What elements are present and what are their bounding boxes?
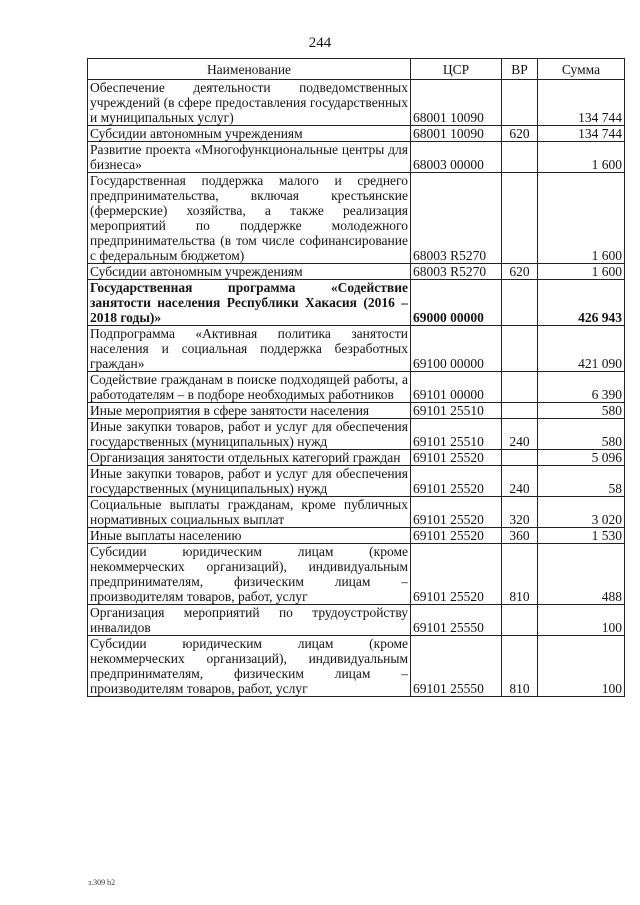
- row-name-cell: Содействие гражданам в поиске подходящей работы, а работодателям – в подборе необходимых работников: [88, 372, 411, 403]
- table-row: [88, 173, 625, 264]
- row-name-cell: Государственная программа «Содействие занятости населения Республики Хакасия (2016 – 2018 годы)»: [88, 280, 411, 326]
- row-csr-cell: 69101 00000: [411, 372, 502, 403]
- row-sum-cell: 100: [538, 605, 625, 636]
- row-sum-cell: 134 744: [538, 80, 625, 126]
- table-row: [88, 544, 625, 605]
- row-name-cell: Иные закупки товаров, работ и услуг для обеспечения государственных (муниципальных) нужд: [88, 466, 411, 497]
- row-sum-cell: 1 530: [538, 528, 625, 544]
- row-name-cell: Организация занятости отдельных категорий граждан: [88, 450, 411, 466]
- row-csr-cell: 69101 25520: [411, 466, 502, 497]
- header-name: Наименование: [88, 59, 411, 80]
- row-csr-cell: 68003 00000: [411, 142, 502, 173]
- row-vr-cell: 240: [502, 466, 538, 497]
- row-name-cell: Субсидии автономным учреждениям: [88, 264, 411, 280]
- row-sum-cell: 3 020: [538, 497, 625, 528]
- row-sum-cell: 580: [538, 403, 625, 419]
- table-row: [88, 497, 625, 528]
- row-csr-cell: 69101 25520: [411, 528, 502, 544]
- table-row: [88, 450, 625, 466]
- row-vr-cell: [502, 605, 538, 636]
- header-vr: ВР: [502, 59, 538, 80]
- table-row: [88, 466, 625, 497]
- row-sum-cell: 134 744: [538, 126, 625, 142]
- row-vr-cell: [502, 173, 538, 264]
- row-sum-cell: 100: [538, 636, 625, 697]
- row-sum-cell: 1 600: [538, 173, 625, 264]
- row-vr-cell: [502, 80, 538, 126]
- row-name-cell: Иные выплаты населению: [88, 528, 411, 544]
- row-vr-cell: 240: [502, 419, 538, 450]
- row-name-cell: Государственная поддержка малого и среднего предпринимательства, включая крестьянские (фермерские) хозяйства, а также реализация мероприятий по поддержке молодежного предпринимательства (в том числе софинансирование с федеральным бюджетом): [88, 173, 411, 264]
- row-csr-cell: 68003 R5270: [411, 264, 502, 280]
- row-name-cell: Субсидии юридическим лицам (кроме некоммерческих организаций), индивидуальным предпринимателям, физическим лицам – производителям товаров, работ, услуг: [88, 544, 411, 605]
- row-csr-cell: 69101 25510: [411, 403, 502, 419]
- row-name-cell: Иные мероприятия в сфере занятости населения: [88, 403, 411, 419]
- row-name-cell: Организация мероприятий по трудоустройству инвалидов: [88, 605, 411, 636]
- row-csr-cell: 68003 R5270: [411, 173, 502, 264]
- table-row: [88, 80, 625, 126]
- row-vr-cell: [502, 142, 538, 173]
- row-name-cell: Обеспечение деятельности подведомственных учреждений (в сфере предоставления государственных и муниципальных услуг): [88, 80, 411, 126]
- table-row: [88, 636, 625, 697]
- row-name-cell: Субсидии юридическим лицам (кроме некоммерческих организаций), индивидуальным предпринимателям, физическим лицам – производителям товаров, работ, услуг: [88, 636, 411, 697]
- row-sum-cell: 6 390: [538, 372, 625, 403]
- table-body: [88, 80, 625, 697]
- footer-code: з.309 b2: [88, 878, 116, 887]
- table-row: [88, 403, 625, 419]
- table-row: [88, 372, 625, 403]
- row-sum-cell: 421 090: [538, 326, 625, 372]
- row-sum-cell: 426 943: [538, 280, 625, 326]
- header-csr: ЦСР: [411, 59, 502, 80]
- row-name-cell: Социальные выплаты гражданам, кроме публичных нормативных социальных выплат: [88, 497, 411, 528]
- row-csr-cell: 69101 25520: [411, 450, 502, 466]
- row-csr-cell: 69101 25550: [411, 605, 502, 636]
- row-sum-cell: 488: [538, 544, 625, 605]
- header-sum: Сумма: [538, 59, 625, 80]
- row-name-cell: Иные закупки товаров, работ и услуг для обеспечения государственных (муниципальных) нужд: [88, 419, 411, 450]
- table-row: [88, 528, 625, 544]
- table-row: [88, 605, 625, 636]
- row-csr-cell: 69100 00000: [411, 326, 502, 372]
- row-name-cell: Подпрограмма «Активная политика занятости населения и социальная поддержка безработных граждан»: [88, 326, 411, 372]
- table-row: [88, 326, 625, 372]
- row-name-cell: Субсидии автономным учреждениям: [88, 126, 411, 142]
- row-vr-cell: [502, 450, 538, 466]
- row-vr-cell: [502, 403, 538, 419]
- row-sum-cell: 5 096: [538, 450, 625, 466]
- row-csr-cell: 69101 25510: [411, 419, 502, 450]
- row-sum-cell: 580: [538, 419, 625, 450]
- budget-table: [87, 58, 625, 697]
- row-name-cell: Развитие проекта «Многофункциональные центры для бизнеса»: [88, 142, 411, 173]
- table-row: [88, 419, 625, 450]
- row-vr-cell: 620: [502, 264, 538, 280]
- row-vr-cell: 810: [502, 636, 538, 697]
- row-csr-cell: 68001 10090: [411, 80, 502, 126]
- row-sum-cell: 1 600: [538, 142, 625, 173]
- row-csr-cell: 69101 25550: [411, 636, 502, 697]
- row-sum-cell: 1 600: [538, 264, 625, 280]
- row-vr-cell: [502, 372, 538, 403]
- page-number: 244: [308, 35, 332, 51]
- row-csr-cell: 69000 00000: [411, 280, 502, 326]
- table-row: [88, 126, 625, 142]
- row-vr-cell: 810: [502, 544, 538, 605]
- row-vr-cell: [502, 326, 538, 372]
- row-sum-cell: 58: [538, 466, 625, 497]
- row-vr-cell: [502, 280, 538, 326]
- table-header-row: [88, 59, 625, 80]
- row-vr-cell: 320: [502, 497, 538, 528]
- row-csr-cell: 69101 25520: [411, 497, 502, 528]
- row-vr-cell: 360: [502, 528, 538, 544]
- table-row: [88, 142, 625, 173]
- table-row: [88, 264, 625, 280]
- row-csr-cell: 69101 25520: [411, 544, 502, 605]
- row-vr-cell: 620: [502, 126, 538, 142]
- row-csr-cell: 68001 10090: [411, 126, 502, 142]
- table-row: [88, 280, 625, 326]
